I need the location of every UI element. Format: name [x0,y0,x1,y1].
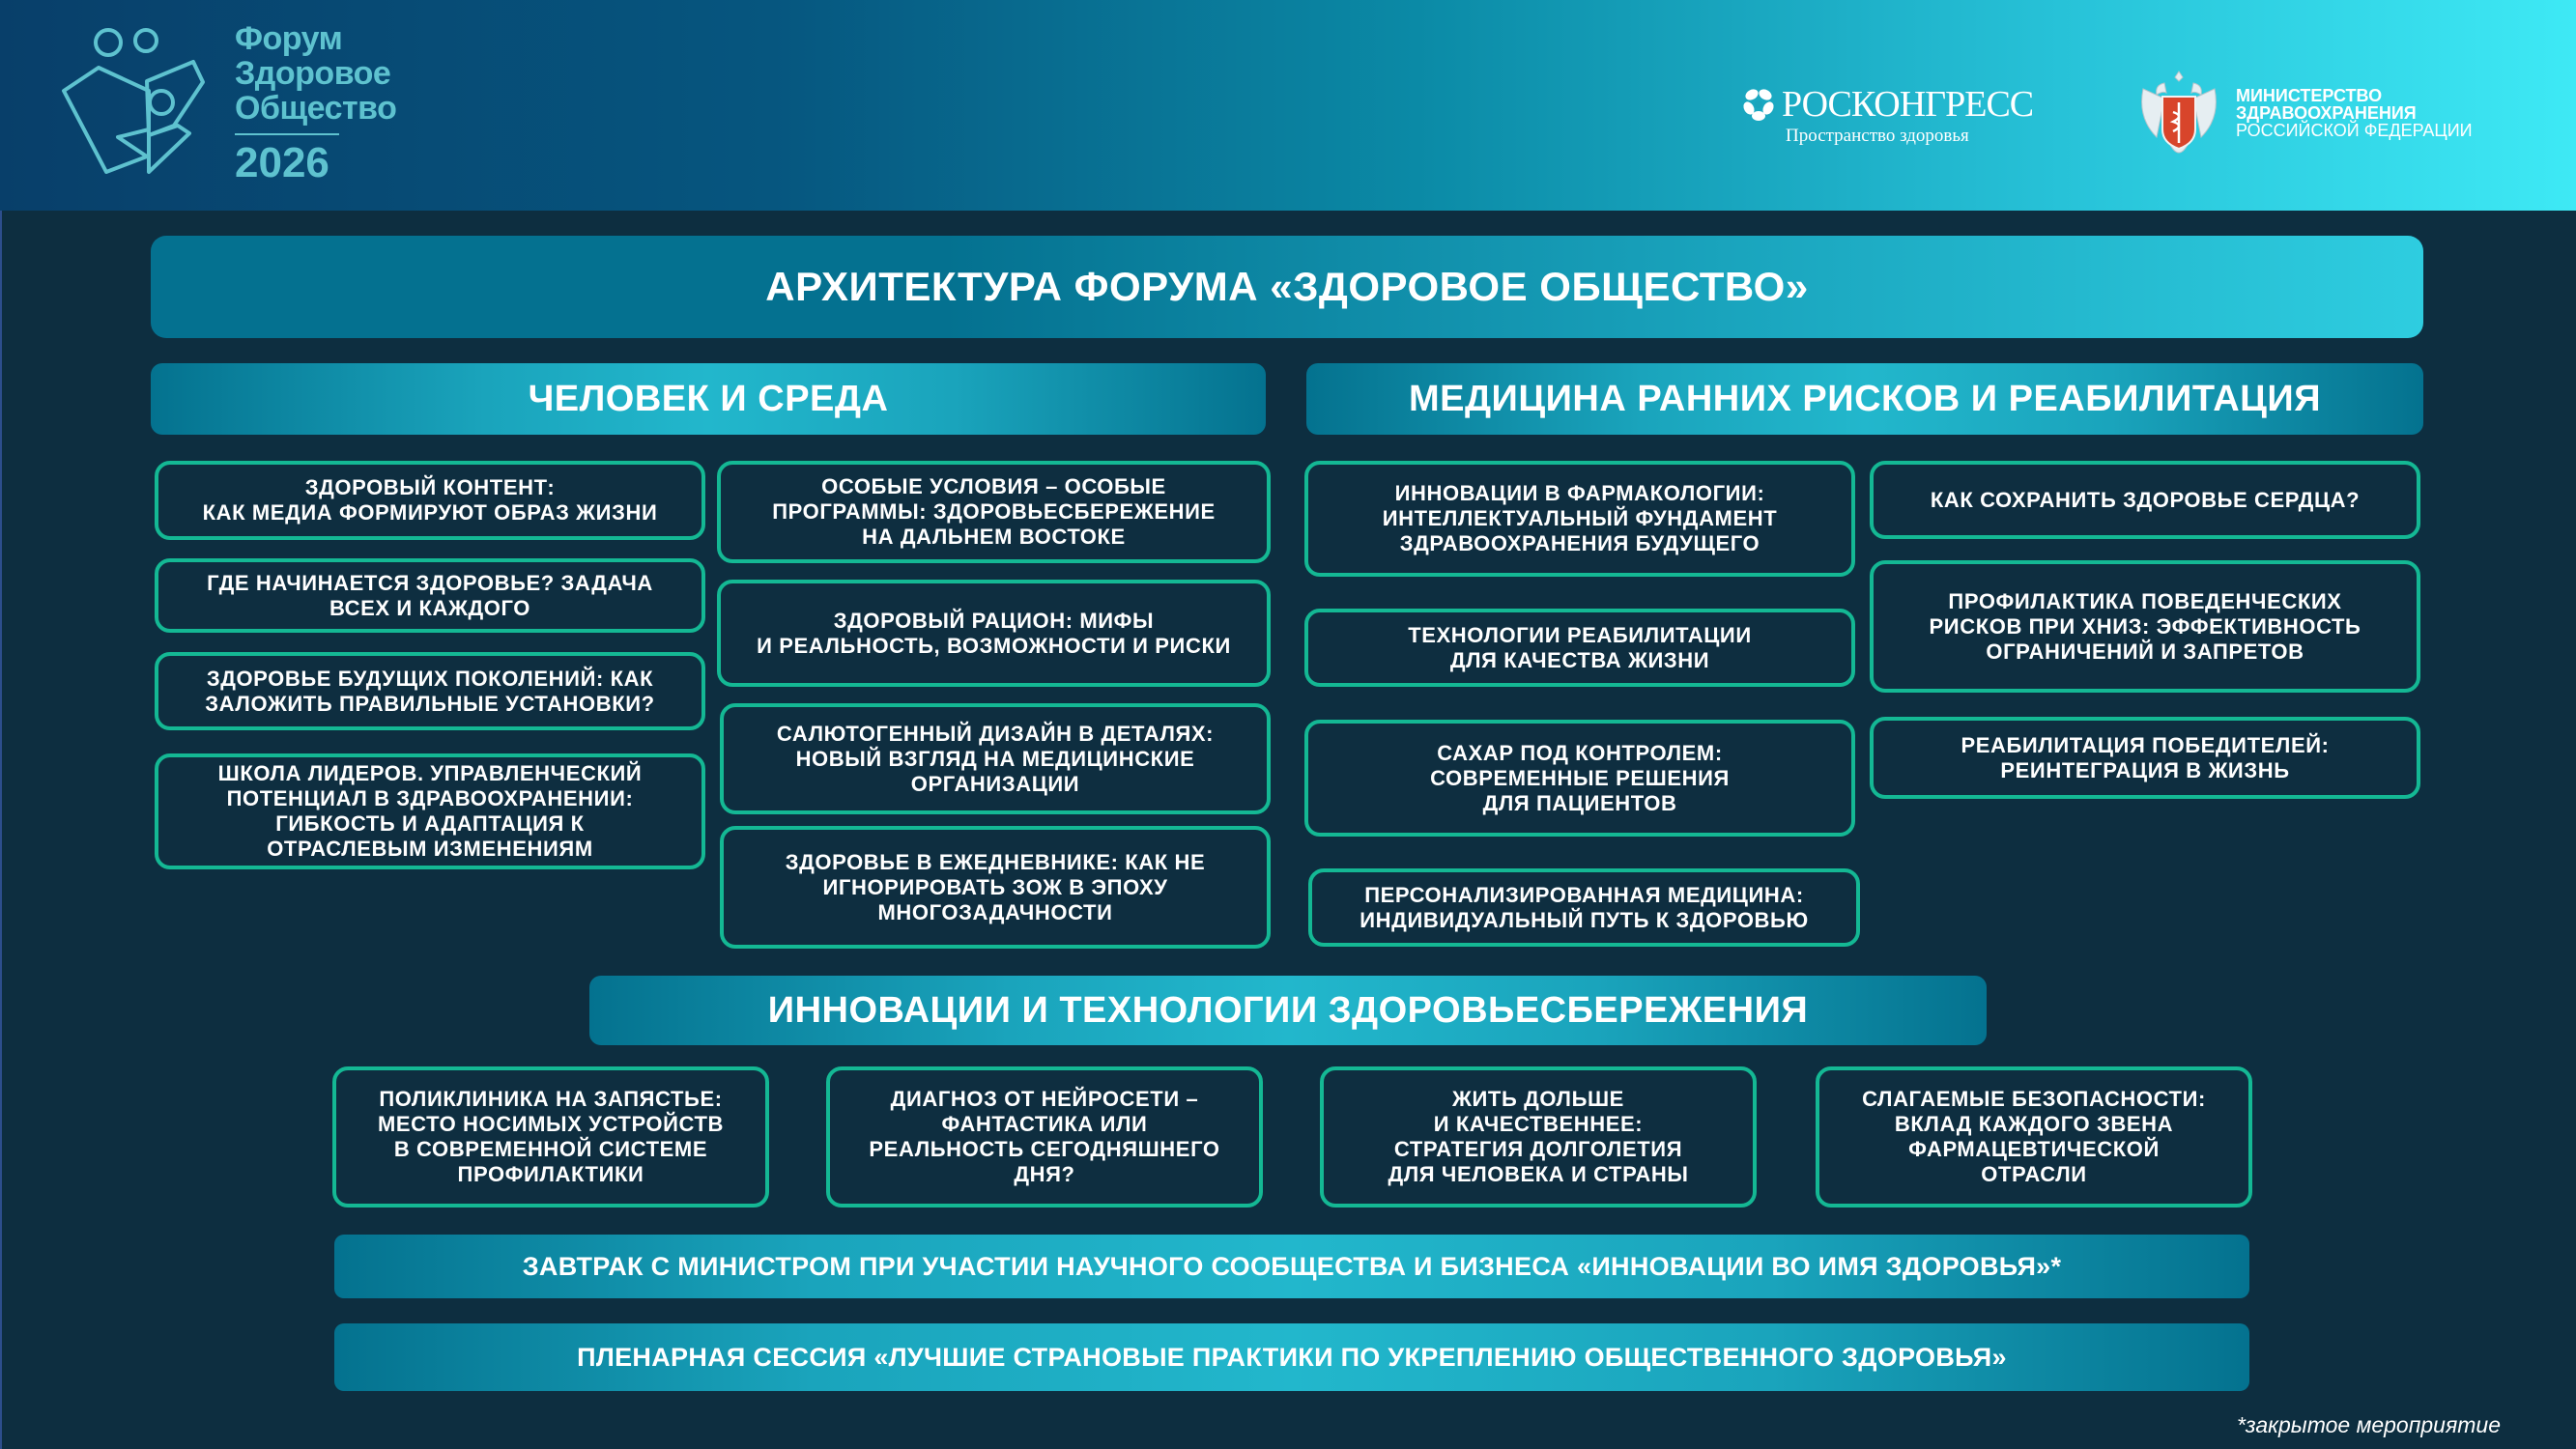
ministry-line-2: ЗДРАВООХРАНЕНИЯ [2236,103,2417,123]
page-title: АРХИТЕКТУРА ФОРУМА «ЗДОРОВОЕ ОБЩЕСТВО» [151,236,2423,338]
logo-separator [235,133,339,135]
logo-year: 2026 [235,139,329,186]
session-box[interactable]: ОСОБЫЕ УСЛОВИЯ – ОСОБЫЕ ПРОГРАММЫ: ЗДОРОВЬЕСБЕРЕЖЕНИЕ НА ДАЛЬНЕМ ВОСТОКЕ [717,461,1271,563]
session-box[interactable]: ИННОВАЦИИ В ФАРМАКОЛОГИИ: ИНТЕЛЛЕКТУАЛЬНЫЙ ФУНДАМЕНТ ЗДРАВООХРАНЕНИЯ БУДУЩЕГО [1304,461,1855,577]
ministry-text [2236,87,2473,139]
session-box[interactable]: САЛЮТОГЕННЫЙ ДИЗАЙН В ДЕТАЛЯХ: НОВЫЙ ВЗГЛЯД НА МЕДИЦИНСКИЕ ОРГАНИЗАЦИИ [720,703,1271,814]
session-box[interactable]: САХАР ПОД КОНТРОЛЕМ: СОВРЕМЕННЫЕ РЕШЕНИЯ ДЛЯ ПАЦИЕНТОВ [1304,720,1855,837]
session-box[interactable]: ТЕХНОЛОГИИ РЕАБИЛИТАЦИИ ДЛЯ КАЧЕСТВА ЖИЗНИ [1304,609,1855,687]
logo-line-3: Общество [235,90,397,127]
section-header-human: ЧЕЛОВЕК И СРЕДА [151,363,1266,435]
footnote: *закрытое мероприятие [2236,1412,2501,1437]
session-box[interactable]: ДИАГНОЗ ОТ НЕЙРОСЕТИ – ФАНТАСТИКА ИЛИ РЕАЛЬНОСТЬ СЕГОДНЯШНЕГО ДНЯ? [826,1066,1263,1208]
breakfast-bar[interactable]: ЗАВТРАК С МИНИСТРОМ ПРИ УЧАСТИИ НАУЧНОГО СООБЩЕСТВА И БИЗНЕСА «ИННОВАЦИИ ВО ИМЯ ЗДОРОВЬЯ»* [334,1235,2249,1298]
forum-logo-icon [60,21,224,181]
session-box[interactable]: КАК СОХРАНИТЬ ЗДОРОВЬЕ СЕРДЦА? [1870,461,2420,539]
logo-line-1: Форум [235,20,343,57]
ministry-emblem-icon [2135,68,2222,162]
left-edge-line [0,211,2,1449]
forum-logo-text [235,21,396,185]
roscongress-logo [1739,83,2048,151]
session-box[interactable]: ПОЛИКЛИНИКА НА ЗАПЯСТЬЕ: МЕСТО НОСИМЫХ УСТРОЙСТВ В СОВРЕМЕННОЙ СИСТЕМЕ ПРОФИЛАКТИКИ [332,1066,769,1208]
roscongress-name: РОСКОНГРЕСС [1782,84,2034,125]
session-box[interactable]: СЛАГАЕМЫЕ БЕЗОПАСНОСТИ: ВКЛАД КАЖДОГО ЗВЕНА ФАРМАЦЕВТИЧЕСКОЙ ОТРАСЛИ [1816,1066,2252,1208]
ministry-line-3: РОССИЙСКОЙ ФЕДЕРАЦИИ [2236,121,2473,140]
session-box[interactable]: ГДЕ НАЧИНАЕТСЯ ЗДОРОВЬЕ? ЗАДАЧА ВСЕХ И КАЖДОГО [155,558,705,633]
plenary-bar[interactable]: ПЛЕНАРНАЯ СЕССИЯ «ЛУЧШИЕ СТРАНОВЫЕ ПРАКТИКИ ПО УКРЕПЛЕНИЮ ОБЩЕСТВЕННОГО ЗДОРОВЬЯ» [334,1323,2249,1391]
session-box[interactable]: РЕАБИЛИТАЦИЯ ПОБЕДИТЕЛЕЙ: РЕИНТЕГРАЦИЯ В ЖИЗНЬ [1870,717,2420,799]
session-box[interactable]: ШКОЛА ЛИДЕРОВ. УПРАВЛЕНЧЕСКИЙ ПОТЕНЦИАЛ В ЗДРАВООХРАНЕНИИ: ГИБКОСТЬ И АДАПТАЦИЯ К ОТРАСЛЕВЫМ ИЗМЕНЕНИЯМ [155,753,705,869]
roscongress-flower-icon [1739,85,1778,124]
session-box[interactable]: ЗДОРОВЫЙ КОНТЕНТ: КАК МЕДИА ФОРМИРУЮТ ОБРАЗ ЖИЗНИ [155,461,705,540]
roscongress-subtitle: Пространство здоровья [1786,126,1969,146]
session-box[interactable]: ПЕРСОНАЛИЗИРОВАННАЯ МЕДИЦИНА: ИНДИВИДУАЛЬНЫЙ ПУТЬ К ЗДОРОВЬЮ [1308,868,1860,947]
ministry-line-1: МИНИСТЕРСТВО [2236,86,2383,105]
logo-line-2: Здоровое [235,55,391,92]
session-box[interactable]: ЗДОРОВЬЕ БУДУЩИХ ПОКОЛЕНИЙ: КАК ЗАЛОЖИТЬ ПРАВИЛЬНЫЕ УСТАНОВКИ? [155,652,705,730]
session-box[interactable]: ЗДОРОВЬЕ В ЕЖЕДНЕВНИКЕ: КАК НЕ ИГНОРИРОВАТЬ ЗОЖ В ЭПОХУ МНОГОЗАДАЧНОСТИ [720,826,1271,949]
section-header-innovation: ИННОВАЦИИ И ТЕХНОЛОГИИ ЗДОРОВЬЕСБЕРЕЖЕНИЯ [589,976,1987,1045]
session-box[interactable]: ЖИТЬ ДОЛЬШЕ И КАЧЕСТВЕННЕЕ: СТРАТЕГИЯ ДОЛГОЛЕТИЯ ДЛЯ ЧЕЛОВЕКА И СТРАНЫ [1320,1066,1757,1208]
session-box[interactable]: ПРОФИЛАКТИКА ПОВЕДЕНЧЕСКИХ РИСКОВ ПРИ ХНИЗ: ЭФФЕКТИВНОСТЬ ОГРАНИЧЕНИЙ И ЗАПРЕТОВ [1870,560,2420,693]
section-header-medicine: МЕДИЦИНА РАННИХ РИСКОВ И РЕАБИЛИТАЦИЯ [1306,363,2423,435]
session-box[interactable]: ЗДОРОВЫЙ РАЦИОН: МИФЫ И РЕАЛЬНОСТЬ, ВОЗМОЖНОСТИ И РИСКИ [717,580,1271,687]
